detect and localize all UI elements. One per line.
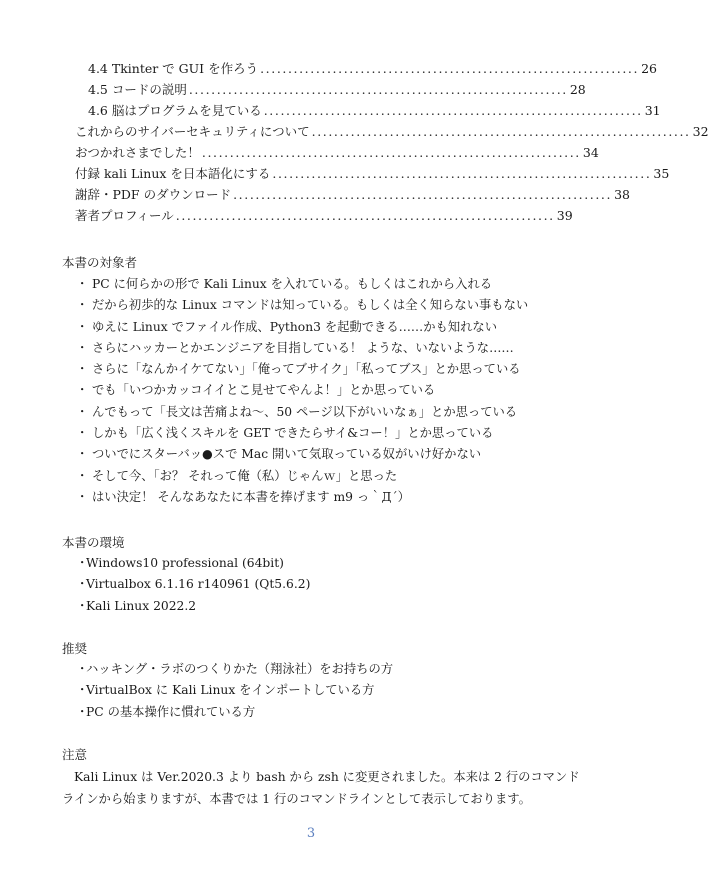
section-heading: 推奨: [62, 641, 88, 656]
list-item: [76, 274, 546, 295]
bullet-icon: ・: [76, 404, 89, 419]
toc-leader-dots: ....................................................................: [272, 166, 652, 181]
list-item-text: でも「いつかカッコイイとこ見せてやんよ！」とか思っている: [92, 383, 436, 398]
toc-entry-title: 付録 kali Linux を日本語化にする: [75, 166, 271, 181]
toc-entry[interactable]: [75, 184, 630, 205]
toc-entry-title: 4.5 コードの説明: [88, 82, 187, 97]
toc-entry[interactable]: [75, 142, 599, 163]
bullet-icon: ・: [76, 340, 89, 355]
list-item: [76, 574, 546, 595]
toc-leader-dots: ....................................................................: [311, 124, 691, 139]
section-heading: 注意: [62, 747, 88, 762]
toc-entry-title: 4.4 Tkinter で GUI を作ろう: [88, 61, 259, 76]
environment-list: [76, 553, 546, 617]
list-item: [76, 553, 546, 574]
toc-entry-page: 31: [644, 103, 661, 118]
toc-entry-page: 28: [569, 82, 586, 97]
list-item-text: Kali Linux 2022.2: [86, 598, 197, 613]
bullet-icon: ・: [76, 468, 89, 483]
toc-entry[interactable]: [88, 79, 586, 100]
toc-entry-title: 著者プロフィール: [75, 208, 174, 223]
toc-leader-dots: ....................................................................: [188, 82, 568, 97]
list-item-text: そして今、「お？ それって俺（私）じゃんｗ」と思った: [92, 468, 398, 483]
section-heading: 本書の環境: [62, 535, 125, 550]
list-item-text: さらに「なんかイケてない」「俺ってブサイク」「私ってブス」とか思っている: [92, 362, 521, 377]
toc-entry-title: おつかれさまでした！: [75, 145, 200, 160]
toc-entry-title: 謝辞・PDF のダウンロード: [75, 187, 232, 202]
toc-entry[interactable]: [88, 58, 657, 79]
list-item-text: さらにハッカーとかエンジニアを目指している！ ような、いないような……: [92, 340, 514, 355]
bullet-icon: ・: [76, 426, 89, 441]
list-item-text: んでもって「長文は苦痛よね～、50 ページ以下がいいなぁ」とか思っている: [92, 404, 518, 419]
list-item-text: VirtualBox に Kali Linux をインポートしている方: [86, 683, 375, 698]
list-item: [76, 596, 546, 617]
list-item-text: Windows10 professional (64bit): [86, 556, 284, 570]
caution-text: [62, 766, 580, 810]
bullet-icon: ・: [76, 556, 89, 570]
toc-entry-page: 26: [641, 61, 657, 76]
toc-entry-page: 38: [614, 187, 630, 202]
toc-leader-dots: ....................................................................: [175, 208, 555, 223]
list-item-text: はい決定！ そんなあなたに本書を捧げます m9 っ｀Д´）: [92, 489, 410, 504]
bullet-icon: ・: [76, 383, 89, 398]
bullet-icon: ・: [76, 489, 89, 504]
bullet-icon: ・: [76, 662, 89, 676]
toc-entry-page: 39: [556, 208, 573, 223]
list-item: [76, 702, 546, 723]
bullet-icon: ・: [76, 298, 89, 313]
list-item: [76, 338, 546, 359]
list-item: [76, 659, 546, 680]
toc-leader-dots: ....................................................................: [260, 61, 640, 76]
list-item-text: PC に何らかの形で Kali Linux を入れている。もしくはこれから入れる: [92, 277, 492, 291]
list-item: [76, 423, 546, 444]
list-item-text: PC の基本操作に慣れている方: [86, 704, 256, 719]
bullet-icon: ・: [76, 362, 89, 377]
list-item: [76, 444, 546, 465]
list-item: [76, 380, 546, 401]
toc-entry[interactable]: [75, 205, 573, 226]
list-item-text: ついでにスターバッ●スで Mac 開いて気取っている奴がいけ好かない: [92, 447, 482, 462]
toc-entry[interactable]: [88, 100, 661, 121]
toc-entry-title: これからのサイバーセキュリティについて: [75, 124, 310, 139]
section-heading: 本書の対象者: [62, 255, 138, 270]
list-item: [76, 466, 546, 487]
toc-leader-dots: ....................................................................: [201, 145, 581, 160]
caution-line: Kali Linux は Ver.2020.3 より bash から zsh に変更されました。本来は 2 行のコマンド: [74, 770, 580, 784]
bullet-icon: ・: [76, 319, 89, 334]
list-item-text: ハッキング・ラボのつくりかた（翔泳社）をお持ちの方: [86, 662, 394, 676]
bullet-icon: ・: [76, 277, 89, 291]
list-item: [76, 402, 546, 423]
toc-entry-page: 34: [582, 145, 599, 160]
bullet-icon: ・: [76, 704, 89, 719]
bullet-icon: ・: [76, 577, 89, 592]
list-item-text: だから初歩的な Linux コマンドは知っている。もしくは全く知らない事もない: [92, 298, 529, 313]
list-item: [76, 487, 546, 508]
recommended-list: [76, 659, 546, 723]
list-item-text: Virtualbox 6.1.16 r140961 (Qt5.6.2): [86, 577, 311, 592]
bullet-icon: ・: [76, 447, 89, 462]
toc-entry-page: 32: [692, 124, 709, 139]
list-item-text: しかも「広く浅くスキルを GET できたらサイ&コー！」とか思っている: [92, 426, 494, 441]
list-item-text: ゆえに Linux でファイル作成、Python3 を起動できる……かも知れない: [92, 319, 498, 334]
list-item: [76, 359, 546, 380]
page-number: 3: [306, 826, 316, 841]
toc-entry[interactable]: [75, 121, 709, 142]
toc-leader-dots: ....................................................................: [233, 187, 613, 202]
toc-leader-dots: ....................................................................: [263, 103, 643, 118]
toc-entry-title: 4.6 脳はプログラムを見ている: [88, 103, 262, 118]
list-item: [76, 680, 546, 701]
bullet-icon: ・: [76, 683, 89, 698]
list-item: [76, 317, 546, 338]
toc-entry-page: 35: [653, 166, 670, 181]
bullet-icon: ・: [76, 598, 89, 613]
list-item: [76, 295, 546, 316]
toc-entry[interactable]: [75, 163, 670, 184]
audience-list: [76, 274, 546, 508]
caution-line: ラインから始まりますが、本書では 1 行のコマンドラインとして表示しております。: [62, 792, 531, 806]
